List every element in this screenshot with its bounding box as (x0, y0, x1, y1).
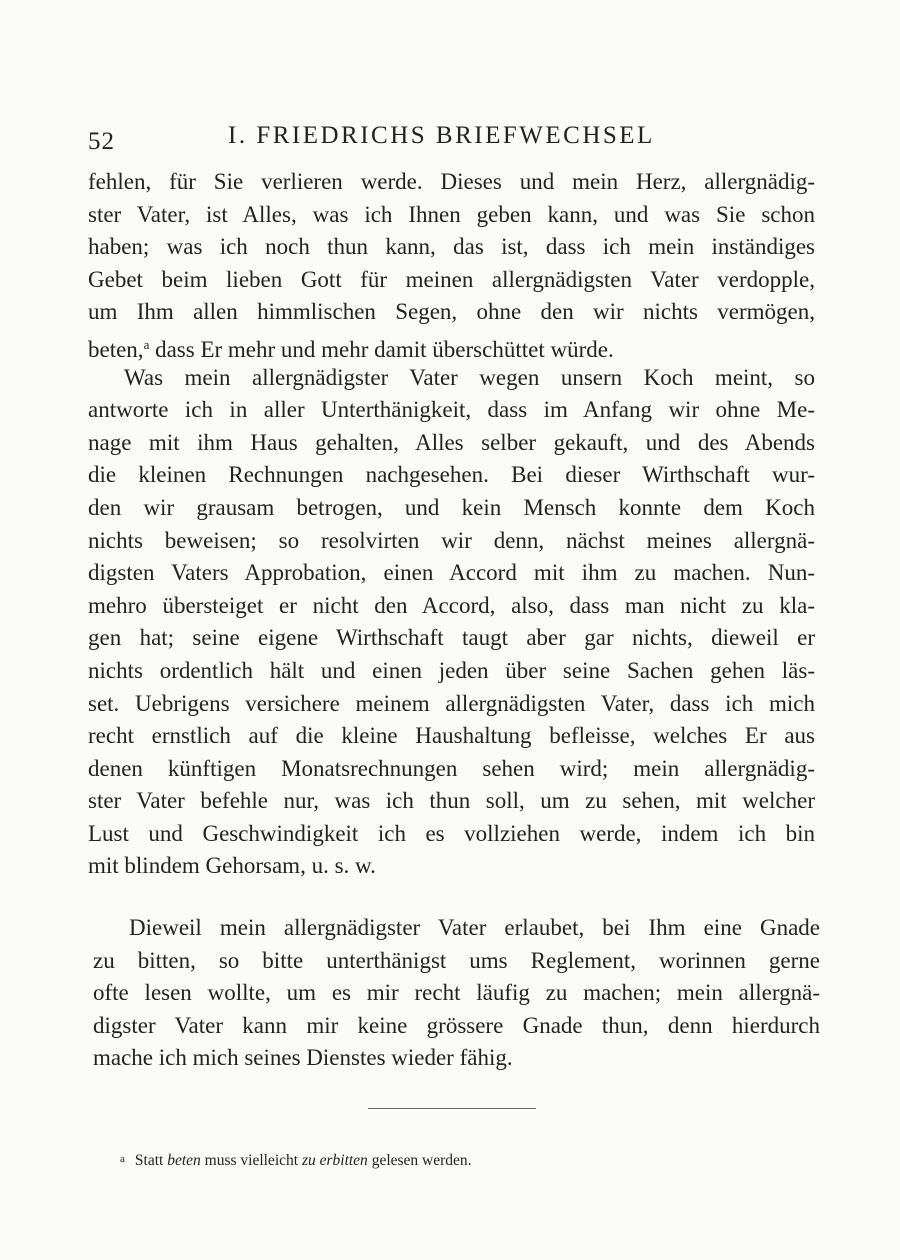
page-header (88, 118, 818, 158)
footnote-text: Statt (134, 1152, 168, 1169)
text-line: nage mit ihm Haus gehalten, Alles selber gekauft, und des Abends (88, 429, 815, 455)
body-text (88, 166, 815, 883)
text-line: gen hat; seine eigene Wirthschaft taugt aber gar nichts, dieweil er (88, 625, 815, 651)
text-line: fehlen, für Sie verlieren werde. Dieses und mein Herz, allergnädig- (88, 169, 815, 194)
text-line: Was mein allergnädigster Vater wegen unsern Koch meint, so (124, 364, 815, 390)
text-line (88, 329, 815, 362)
text-line: haben; was ich noch thun kann, das ist, dass ich mein inständiges (88, 234, 815, 260)
footnote-italic: beten (167, 1152, 201, 1169)
text-line: die kleinen Rechnungen nachgesehen. Bei dieser Wirthschaft wur- (88, 462, 815, 488)
text-line: den wir grausam betrogen, und kein Mensch konnte dem Koch (88, 494, 815, 520)
paragraph-3 (93, 912, 820, 1075)
text-line: denen künftigen Monatsrechnungen sehen wird; mein allergnädig- (88, 755, 815, 781)
text-line: ofte lesen wollte, um es mir recht läufig zu machen; mein allergnä- (93, 980, 820, 1006)
text-line: um Ihm allen himmlischen Segen, ohne den wir nichts vermögen, (88, 299, 815, 325)
text-line: ster Vater befehle nur, was ich thun soll, um zu sehen, mit welcher (88, 788, 815, 814)
text-line: set. Uebrigens versichere meinem allergnädigsten Vater, dass ich mich (88, 690, 815, 716)
text-line: Lust und Geschwindigkeit ich es vollziehen werde, indem ich bin (88, 820, 815, 846)
paragraph-1 (88, 166, 815, 362)
text-line: zu bitten, so bitte unterthänigst ums Reglement, worinnen gerne (93, 947, 820, 973)
text-fragment: beten, (88, 336, 144, 362)
footnote-italic: zu erbitten (301, 1152, 368, 1169)
text-line: mit blindem Gehorsam, u. s. w. (88, 853, 376, 879)
text-line: recht ernstlich auf die kleine Haushaltung befleisse, welches Er aus (88, 723, 815, 749)
text-line: Dieweil mein allergnädigster Vater erlaubet, bei Ihm eine Gnade (129, 915, 820, 940)
text-line: mache ich mich seines Dienstes wieder fähig. (93, 1045, 513, 1071)
footnote-letter: a (120, 1153, 125, 1165)
text-fragment: dass Er mehr und mehr damit überschüttet würde. (149, 336, 614, 362)
text-line: digsten Vaters Approbation, einen Accord mit ihm zu machen. Nun- (88, 560, 815, 586)
footnote-divider (368, 1108, 536, 1109)
running-title: I. FRIEDRICHS BRIEFWECHSEL (228, 122, 655, 149)
footnote-mark: a (143, 336, 150, 352)
text-line: Gebet beim lieben Gott für meinen allergnädigsten Vater verdopple, (88, 266, 815, 292)
text-line: mehro übersteiget er nicht den Accord, also, dass man nicht zu kla- (88, 592, 815, 618)
footnote (120, 1152, 472, 1170)
text-line: antworte ich in aller Unterthänigkeit, dass im Anfang wir ohne Me- (88, 397, 815, 423)
page-number: 52 (88, 128, 115, 155)
text-line: nichts ordentlich hält und einen jeden über seine Sachen gehen läs- (88, 657, 815, 683)
paragraph-2 (88, 362, 815, 884)
footnote-text: muss vielleicht (200, 1152, 302, 1169)
text-line: ster Vater, ist Alles, was ich Ihnen geben kann, und was Sie schon (88, 201, 815, 227)
text-line: nichts beweisen; so resolvirten wir denn, nächst meines allergnä- (88, 527, 815, 553)
text-line: digster Vater kann mir keine grössere Gnade thun, denn hierdurch (93, 1012, 820, 1038)
footnote-text: gelesen werden. (367, 1152, 472, 1169)
